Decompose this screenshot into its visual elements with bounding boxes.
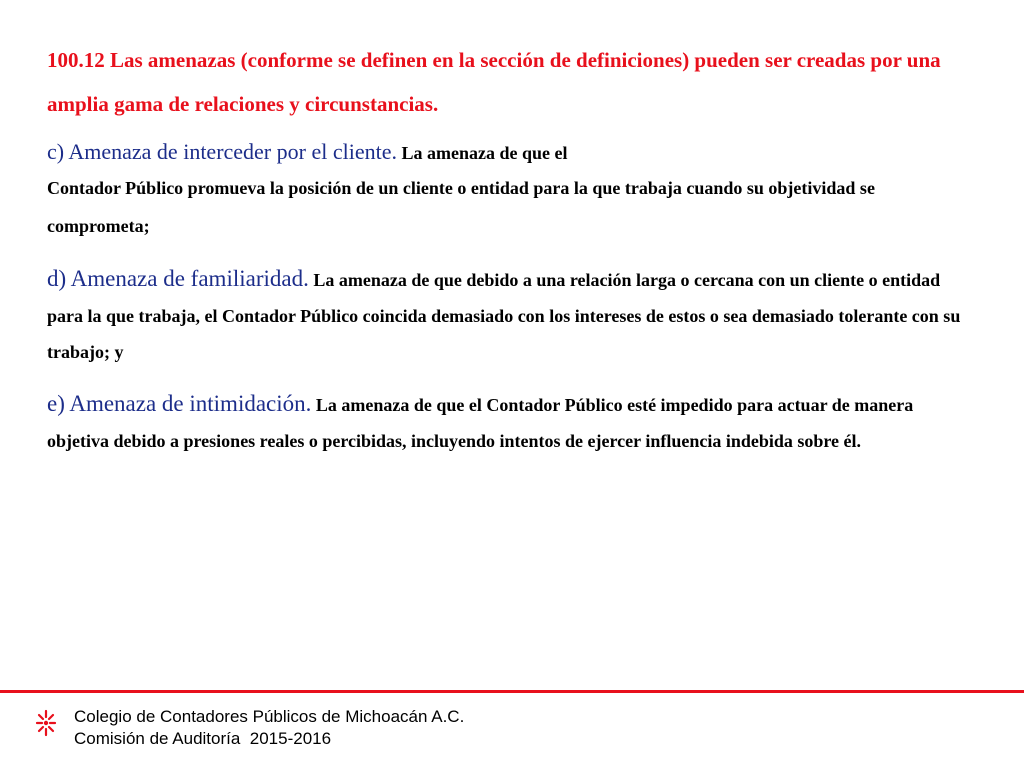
- intro-paragraph: 100.12 Las amenazas (conforme se definen en la sección de definiciones) pueden ser creadas por una amplia gama de relaciones y circunstancias.: [47, 48, 941, 116]
- paragraph-d-body: La amenaza de que debido a una relación larga o cercana con un cliente o entidad para la que trabaja, el Contador Público coincida demasiado con los intereses de estos o sea demasiado tolerante con su trabajo; y: [47, 270, 961, 362]
- paragraph-d-heading: d) Amenaza de familiaridad.: [47, 266, 309, 291]
- paragraph-e-heading: e) Amenaza de intimidación.: [47, 391, 312, 416]
- paragraph-c-body: Contador Público promueva la posición de un cliente o entidad para la que trabaja cuando su objetividad se comprometa;: [47, 178, 875, 236]
- paragraph-c: [47, 134, 977, 245]
- footer: [34, 706, 464, 750]
- footer-divider: [0, 690, 1024, 693]
- paragraph-c-first-line: [47, 134, 977, 171]
- paragraph-c-heading: c) Amenaza de interceder por el cliente.: [47, 139, 397, 164]
- paragraph-e: [47, 386, 977, 459]
- slide-content: [47, 38, 977, 475]
- college-logo-icon: [34, 708, 58, 738]
- paragraph-c-lead: La amenaza de que el: [396, 143, 568, 163]
- paragraph-d: [47, 261, 977, 370]
- footer-commission: Comisión de Auditoría 2015-2016: [74, 729, 332, 748]
- paragraph-e-body: La amenaza de que el Contador Público esté impedido para actuar de manera objetiva debido a presiones reales o percibidas, incluyendo intentos de ejercer influencia indebida sobre él.: [47, 395, 914, 451]
- footer-organization: Colegio de Contadores Públicos de Michoacán A.C.: [74, 707, 465, 726]
- footer-text: [74, 706, 464, 750]
